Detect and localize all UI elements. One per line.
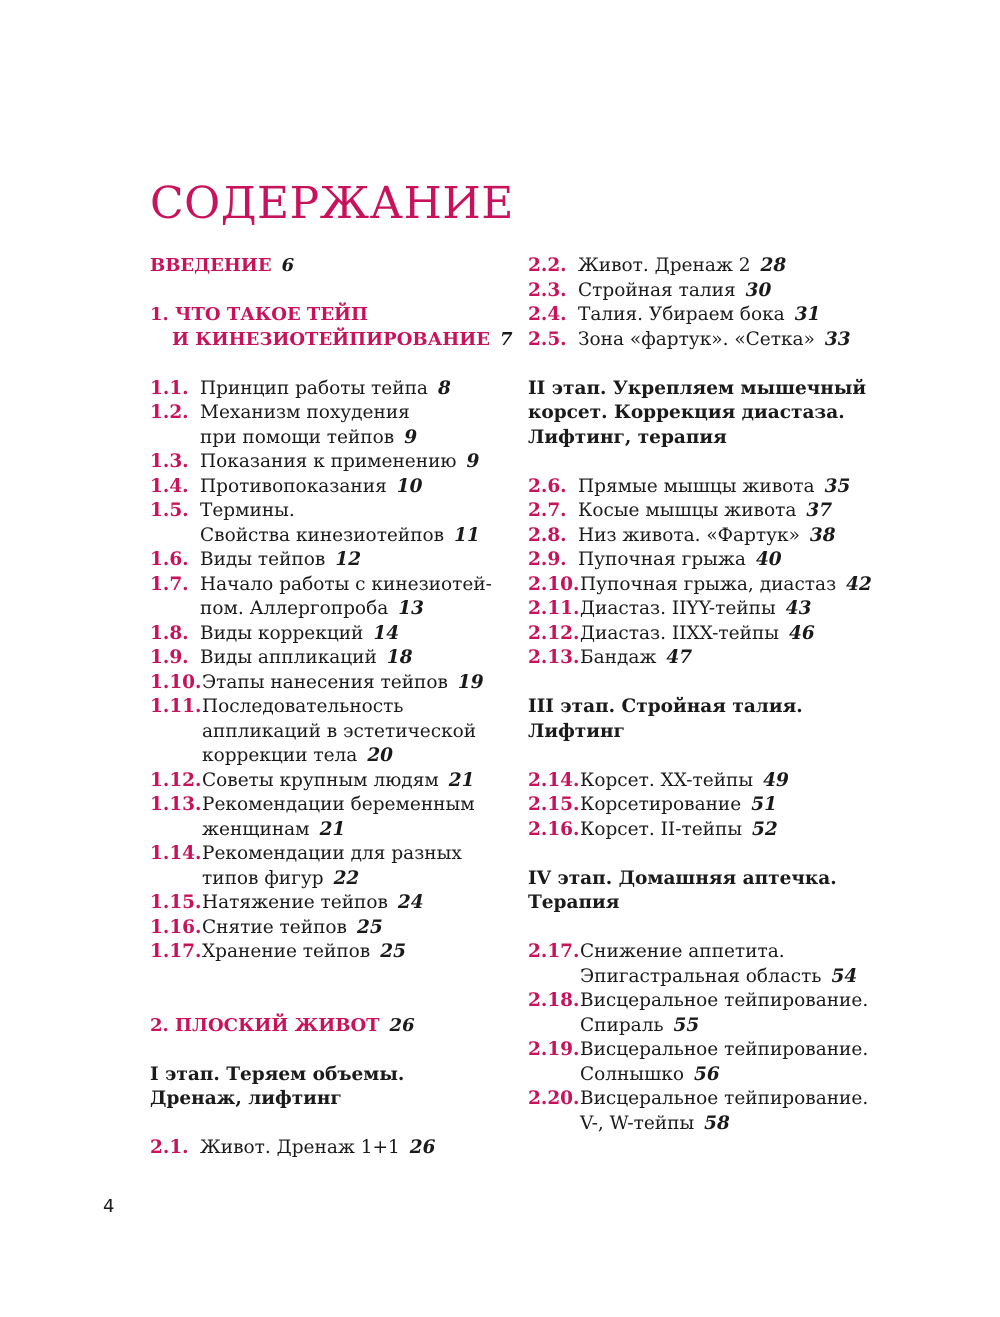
- toc-entry-text: Пупочная грыжа, диастаз 42: [580, 573, 872, 595]
- toc-page-number: 11: [454, 524, 480, 546]
- toc-entry-text: Талия. Убираем бока 31: [578, 304, 821, 325]
- toc-page-number: 43: [785, 598, 812, 619]
- toc-entry-text: Бандаж 47: [580, 647, 693, 668]
- toc-entry-number: 1.3.: [150, 451, 189, 472]
- toc-page-number: 21: [319, 818, 346, 840]
- toc-entry-number: 1.15.: [150, 892, 202, 913]
- toc-entry-text: Натяжение тейпов 24: [202, 892, 424, 913]
- toc-entry-number: 2.13.: [528, 647, 580, 668]
- toc-entry-text: Зона «фартук». «Сетка» 33: [578, 328, 851, 350]
- toc-page-number: 28: [760, 255, 787, 276]
- toc-entry-number: 2.17.: [528, 941, 580, 962]
- toc-entry-text: Виды тейпов 12: [200, 549, 362, 570]
- toc-entry-number: 1.12.: [150, 769, 202, 791]
- toc-entry-text: Корсет. XX-тейпы 49: [580, 769, 789, 791]
- toc-entry[interactable]: [528, 989, 888, 1038]
- toc-entry[interactable]: [528, 499, 888, 524]
- toc-page-number: 9: [466, 451, 480, 472]
- toc-entry[interactable]: [150, 573, 510, 622]
- toc-stage-line: Терапия: [528, 892, 620, 913]
- toc-entry[interactable]: [528, 940, 888, 989]
- toc-entry[interactable]: [150, 622, 510, 647]
- toc-entry-number: 2.10.: [528, 573, 580, 595]
- toc-entry-number: 2.18.: [528, 990, 580, 1011]
- toc-entry[interactable]: [528, 622, 888, 647]
- toc-entry-number: 2.11.: [528, 598, 580, 619]
- toc-page-number: 47: [666, 647, 693, 668]
- toc-entry-number: 1.1.: [150, 377, 189, 399]
- toc-entry-text: женщинам 21: [202, 818, 346, 840]
- toc-entry-text: Косые мышцы живота 37: [578, 500, 833, 521]
- toc-entry[interactable]: [528, 646, 888, 671]
- page-title: СОДЕРЖАНИЕ: [150, 178, 514, 229]
- toc-entry-text: Стройная талия 30: [578, 279, 772, 301]
- toc-entry-number: 2.6.: [528, 475, 567, 497]
- toc-entry-number: 1.17.: [150, 941, 202, 962]
- toc-entry-number: 2.4.: [528, 304, 567, 325]
- toc-entry-text: Эпигастральная область 54: [580, 965, 858, 987]
- toc-stage-line: Лифтинг: [528, 720, 625, 742]
- toc-page-number: 38: [809, 524, 836, 546]
- toc-entry[interactable]: [528, 254, 888, 279]
- toc-stage-line: III этап. Стройная талия.: [528, 696, 803, 717]
- toc-entry-text: Низ живота. «Фартук» 38: [578, 524, 836, 546]
- toc-entry-text: V-, W-тейпы 58: [580, 1112, 730, 1134]
- toc-entry-number: 2.12.: [528, 622, 580, 644]
- toc-page-number: 25: [356, 916, 383, 938]
- toc-entry-number: 2.14.: [528, 769, 580, 791]
- toc-entry-text: Рекомендации для разных: [202, 843, 462, 864]
- toc-entry[interactable]: [150, 916, 510, 941]
- toc-entry[interactable]: [150, 499, 510, 548]
- toc-page-number: 51: [751, 794, 777, 815]
- toc-entry[interactable]: [528, 1038, 888, 1087]
- toc-part-2[interactable]: [150, 1014, 510, 1039]
- toc-part-2-label: 2. ПЛОСКИЙ ЖИВОТ: [150, 1014, 380, 1036]
- toc-entry-number: 1.10.: [150, 671, 202, 693]
- toc-stage-line: корсет. Коррекция диастаза.: [528, 402, 845, 423]
- toc-entry[interactable]: [150, 475, 510, 500]
- toc-page-number: 25: [380, 941, 406, 962]
- toc-page-number: 6: [281, 255, 295, 276]
- toc-entry-text: Противопоказания 10: [200, 475, 423, 497]
- toc-stage-1-line1: I этап. Теряем объемы.: [150, 1063, 405, 1085]
- toc-entry-number: 2.2.: [528, 255, 567, 276]
- toc-entry[interactable]: [528, 328, 888, 353]
- toc-entry-text: Пупочная грыжа 40: [578, 549, 782, 570]
- toc-entry-number: 2.9.: [528, 549, 567, 570]
- toc-entry-text: коррекции тела 20: [202, 745, 394, 766]
- toc-entry-number: 1.13.: [150, 794, 202, 815]
- toc-entry-text: Висцеральное тейпирование.: [580, 990, 869, 1011]
- toc-entry-number: 1.4.: [150, 475, 189, 497]
- toc-entry-text: Диастаз. IIYY-тейпы 43: [580, 598, 812, 619]
- toc-list-stage-4: [528, 940, 888, 1136]
- toc-page-number: 46: [789, 622, 815, 644]
- toc-entry-text: Виды коррекций 14: [200, 622, 400, 644]
- toc-entry[interactable]: [528, 769, 888, 794]
- toc-list-stage-1: [150, 1136, 510, 1161]
- toc-entry-number: 1.8.: [150, 622, 189, 644]
- toc-list-stage-3: [528, 769, 888, 843]
- toc-entry-number: 1.2.: [150, 402, 189, 423]
- toc-entry[interactable]: [150, 695, 510, 769]
- toc-page-number: 21: [448, 769, 475, 791]
- toc-entry[interactable]: [150, 940, 510, 965]
- toc-entry-text: аппликаций в эстетической: [202, 720, 477, 742]
- toc-entry-number: 1.16.: [150, 916, 202, 938]
- toc-page-number: 10: [396, 475, 423, 497]
- toc-page-number: 19: [457, 671, 484, 693]
- toc-entry-text: Живот. Дренаж 2 28: [578, 255, 787, 276]
- toc-entry[interactable]: [150, 646, 510, 671]
- toc-right-column: [528, 254, 888, 1136]
- toc-list-stage-1-cont: [528, 254, 888, 352]
- toc-entry-text: Показания к применению 9: [200, 451, 480, 472]
- toc-page-number: 12: [335, 549, 362, 570]
- toc-entry[interactable]: [528, 303, 888, 328]
- toc-entry-text: Советы крупным людям 21: [202, 769, 475, 791]
- toc-part-1[interactable]: [150, 303, 513, 352]
- toc-entry-text: Солнышко 56: [580, 1063, 720, 1085]
- toc-entry-text: Механизм похудения: [200, 402, 410, 423]
- toc-entry-number: 1.9.: [150, 647, 189, 668]
- toc-entry-text: Корсетирование 51: [580, 794, 777, 815]
- toc-entry[interactable]: [528, 524, 888, 549]
- toc-page-number: 7: [500, 328, 513, 350]
- toc-entry-text: Висцеральное тейпирование.: [580, 1039, 869, 1060]
- toc-list-part-1: [150, 377, 510, 965]
- toc-entry[interactable]: [150, 793, 510, 842]
- toc-page-number: 22: [333, 867, 360, 889]
- toc-stage-4: [528, 867, 888, 916]
- toc-page-number: 33: [824, 328, 851, 350]
- toc-page-number: 26: [409, 1137, 436, 1158]
- toc-entry[interactable]: [150, 891, 510, 916]
- toc-entry[interactable]: [150, 450, 510, 475]
- toc-entry-number: 1.14.: [150, 843, 202, 864]
- toc-entry-number: 1.6.: [150, 549, 189, 570]
- toc-entry-number: 1.11.: [150, 696, 202, 717]
- toc-entry-text: Последовательность: [202, 696, 404, 717]
- toc-page-number: 18: [386, 647, 413, 668]
- toc-part-1-line2: И КИНЕЗИОТЕЙПИРОВАНИЕ: [172, 328, 490, 350]
- toc-entry-text: Прямые мышцы живота 35: [578, 475, 851, 497]
- toc-entry-text: Рекомендации беременным: [202, 794, 475, 815]
- toc-page-number: 9: [404, 426, 418, 448]
- toc-entry[interactable]: [528, 793, 888, 818]
- toc-entry[interactable]: [150, 401, 510, 450]
- toc-entry[interactable]: [150, 548, 510, 573]
- toc-entry-text: Этапы нанесения тейпов 19: [202, 671, 484, 693]
- toc-page-number: 58: [704, 1112, 730, 1134]
- toc-entry-number: 2.7.: [528, 500, 567, 521]
- toc-page-number: 35: [824, 475, 851, 497]
- toc-entry-number: 2.1.: [150, 1137, 189, 1158]
- toc-entry[interactable]: [528, 597, 888, 622]
- toc-entry-text: Начало работы с кинезиотей-: [200, 573, 492, 595]
- toc-page-number: 31: [794, 304, 821, 325]
- toc-stage-1-line2: Дренаж, лифтинг: [150, 1088, 342, 1109]
- toc-entry-number: 2.20.: [528, 1088, 580, 1109]
- toc-entry-text: Корсет. II-тейпы 52: [580, 818, 778, 840]
- toc-entry-number: 1.7.: [150, 573, 189, 595]
- toc-page-number: 8: [437, 377, 451, 399]
- toc-page-number: 37: [806, 500, 833, 521]
- toc-part-1-line1: 1. ЧТО ТАКОЕ ТЕЙП: [150, 304, 369, 325]
- toc-page-number: 30: [745, 279, 772, 301]
- toc-left-column: [150, 254, 513, 1161]
- toc-entry[interactable]: [528, 279, 888, 304]
- toc-page-number: 54: [831, 965, 858, 987]
- toc-entry-text: Принцип работы тейпа 8: [200, 377, 451, 399]
- toc-page-number: 13: [398, 598, 424, 619]
- toc-entry-text: Снижение аппетита.: [580, 941, 785, 962]
- toc-page-number: 40: [755, 549, 782, 570]
- toc-list-stage-2: [528, 475, 888, 671]
- toc-entry-text: Спираль 55: [580, 1014, 700, 1036]
- toc-stage-line: IV этап. Домашняя аптечка.: [528, 867, 837, 889]
- toc-page-number: 56: [694, 1063, 720, 1085]
- toc-page-number: 42: [846, 573, 872, 595]
- toc-page-number: 20: [367, 745, 394, 766]
- toc-entry[interactable]: [150, 842, 510, 891]
- toc-stage-line: II этап. Укрепляем мышечный: [528, 377, 867, 399]
- toc-entry-text: Снятие тейпов 25: [202, 916, 383, 938]
- toc-entry-text: Живот. Дренаж 1+1 26: [200, 1137, 436, 1158]
- toc-entry-number: 1.5.: [150, 500, 189, 521]
- toc-intro-label: ВВЕДЕНИЕ: [150, 255, 272, 276]
- toc-entry-number: 2.8.: [528, 524, 567, 546]
- toc-entry-text: типов фигур 22: [202, 867, 360, 889]
- toc-entry-text: пом. Аллергопроба 13: [200, 598, 424, 619]
- toc-entry[interactable]: [528, 573, 888, 598]
- toc-entry[interactable]: [528, 818, 888, 843]
- toc-entry[interactable]: [528, 475, 888, 500]
- toc-page-number: 14: [373, 622, 400, 644]
- toc-intro[interactable]: [150, 254, 510, 279]
- toc-page-number: 55: [673, 1014, 700, 1036]
- toc-entry-text: Диастаз. IIXX-тейпы 46: [580, 622, 815, 644]
- toc-stage-2: [528, 377, 888, 451]
- toc-page-number: 52: [752, 818, 778, 840]
- toc-entry-text: Свойства кинезиотейпов 11: [200, 524, 480, 546]
- toc-entry-text: Термины.: [200, 500, 295, 521]
- toc-entry-number: 2.3.: [528, 279, 567, 301]
- toc-entry-text: Хранение тейпов 25: [202, 941, 406, 962]
- toc-entry-text: при помощи тейпов 9: [200, 426, 418, 448]
- toc-entry-number: 2.15.: [528, 794, 580, 815]
- page-number: 4: [103, 1196, 115, 1217]
- toc-page-number: 26: [389, 1014, 415, 1036]
- toc-entry-text: Виды аппликаций 18: [200, 647, 413, 668]
- toc-stage-line: Лифтинг, терапия: [528, 426, 727, 448]
- toc-stage-3: [528, 695, 888, 744]
- toc-page-number: 24: [397, 892, 424, 913]
- toc-stage-1: [150, 1063, 510, 1112]
- toc-entry-number: 2.5.: [528, 328, 567, 350]
- toc-page-number: 49: [763, 769, 789, 791]
- toc-entry[interactable]: [528, 548, 888, 573]
- toc-entry[interactable]: [150, 671, 510, 696]
- toc-entry[interactable]: [528, 1087, 888, 1136]
- toc-entry[interactable]: [150, 1136, 510, 1161]
- toc-entry-text: Висцеральное тейпирование.: [580, 1088, 869, 1109]
- toc-entry-number: 2.19.: [528, 1039, 580, 1060]
- toc-entry[interactable]: [150, 769, 510, 794]
- toc-entry-number: 2.16.: [528, 818, 580, 840]
- toc-entry[interactable]: [150, 377, 510, 402]
